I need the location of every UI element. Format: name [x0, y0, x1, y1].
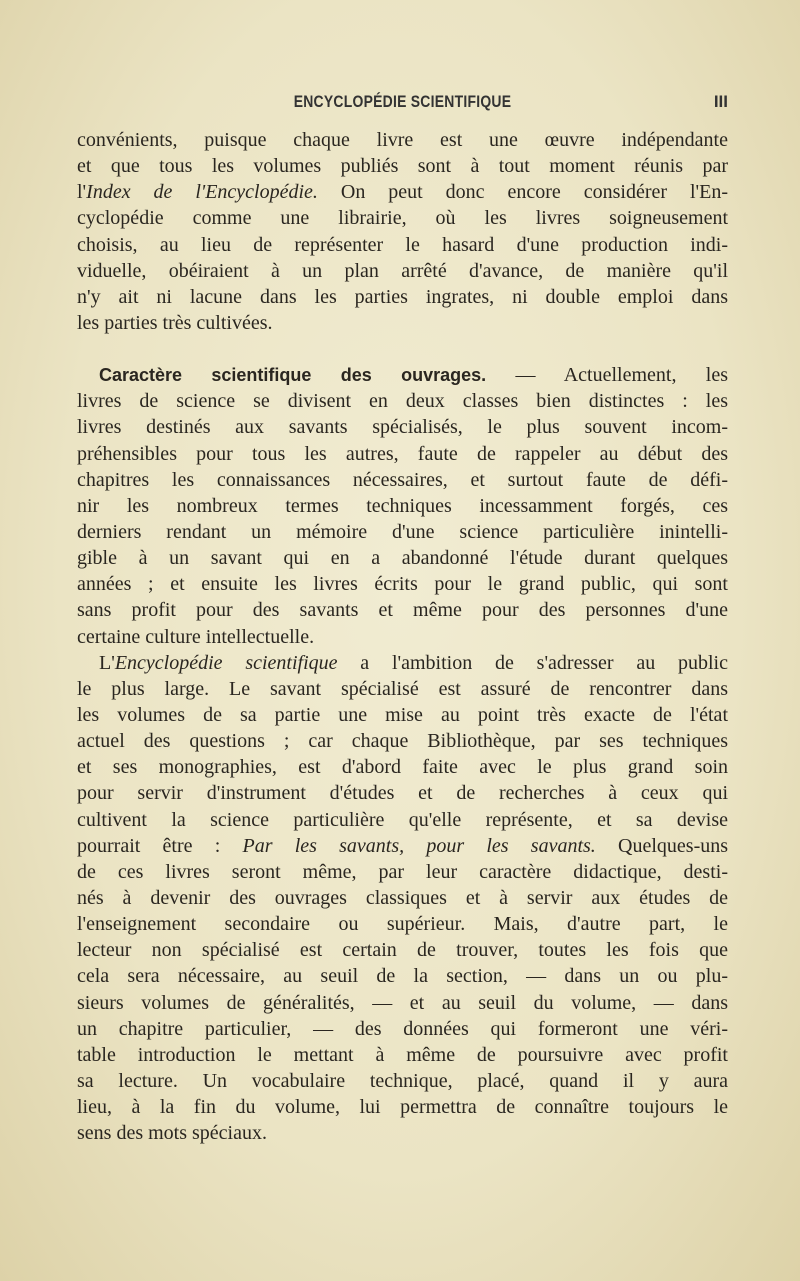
text-span: les volumes de sa partie une mise au point très exacte de l'état	[77, 703, 728, 726]
text-span: pourrait être :	[77, 834, 243, 857]
paragraph-gap	[77, 336, 728, 362]
text-span: livres de science se divisent en deux classes bien distinctes : les	[77, 390, 728, 413]
text-span: a l'ambition de s'adresser au public	[337, 651, 728, 674]
text-span: — Actuellement, les	[486, 364, 728, 387]
text-line	[77, 1016, 728, 1042]
text-line	[77, 859, 728, 885]
text-span: préhensibles pour tous les autres, faute de rappeler au début des	[77, 442, 728, 465]
text-line	[77, 885, 728, 911]
text-span: Quelques-uns	[595, 834, 729, 857]
text-span: On peut donc encore considérer l'En-	[317, 181, 729, 204]
text-line	[77, 807, 728, 833]
page-number: III	[713, 92, 728, 111]
text-span: les parties très cultivées.	[77, 311, 273, 334]
text-line	[77, 1068, 728, 1094]
text-line	[77, 833, 728, 859]
text-span: lecteur non spécialisé est certain de trouver, toutes les fois que	[77, 939, 728, 962]
text-span: lieu, à la fin du volume, lui permettra de connaître toujours le	[77, 1096, 728, 1119]
text-line	[77, 205, 728, 231]
paragraph	[77, 650, 728, 1147]
text-line	[77, 990, 728, 1016]
text-line	[77, 414, 728, 440]
text-span: un chapitre particulier, — des données qui formeront une véri-	[77, 1017, 728, 1040]
text-span: convénients, puisque chaque livre est une œuvre indépendante	[77, 129, 728, 151]
italic-text: Index de l'Encyclopédie.	[86, 181, 318, 204]
text-span: et que tous les volumes publiés sont à tout moment réunis par	[77, 155, 728, 178]
text-line	[77, 937, 728, 963]
text-line	[77, 780, 728, 806]
text-span: de ces livres seront même, par leur caractère didactique, desti-	[77, 860, 728, 883]
text-span: chapitres les connaissances nécessaires, et surtout faute de défi-	[77, 468, 728, 491]
text-line	[77, 728, 728, 754]
text-span: et ses monographies, est d'abord faite avec le plus grand soin	[77, 756, 728, 779]
text-span: sans profit pour des savants et même pour des personnes d'une	[77, 599, 728, 622]
text-line	[77, 597, 728, 623]
text-line	[77, 493, 728, 519]
text-span: viduelle, obéiraient à un plan arrêté d'avance, de manière qu'il	[77, 259, 728, 282]
text-line	[77, 676, 728, 702]
text-span: nés à devenir des ouvrages classiques et à servir aux études de	[77, 886, 728, 909]
text-line	[77, 571, 728, 597]
italic-text: Par les savants, pour les savants.	[242, 834, 596, 857]
text-span: nir les nombreux termes techniques incessamment forgés, ces	[77, 494, 728, 517]
text-span: cela sera nécessaire, au seuil de la section, — dans un ou plu-	[77, 965, 728, 988]
page-header	[77, 92, 728, 118]
section-heading: Caractère scientifique des ouvrages.	[99, 365, 487, 386]
text-line	[77, 362, 728, 388]
text-line	[77, 232, 728, 258]
text-line	[77, 1042, 728, 1068]
text-span: l'enseignement secondaire ou supérieur. Mais, d'autre part, le	[77, 913, 728, 936]
text-span: sieurs volumes de généralités, — et au seuil du volume, — dans	[77, 991, 728, 1014]
text-line	[77, 441, 728, 467]
text-span: sens des mots spéciaux.	[77, 1122, 267, 1145]
text-line	[77, 388, 728, 414]
paragraph	[77, 127, 728, 336]
text-line	[77, 310, 728, 336]
text-span: derniers rendant un mémoire d'une science particulière inintelli-	[77, 520, 728, 543]
running-title: ENCYCLOPÉDIE SCIENTIFIQUE	[293, 92, 512, 111]
text-line	[77, 519, 728, 545]
text-line	[77, 284, 728, 310]
text-span: sa lecture. Un vocabulaire technique, placé, quand il y aura	[77, 1069, 728, 1092]
text-span: L'	[99, 651, 115, 674]
text-span: cyclopédie comme une librairie, où les livres soigneusement	[77, 207, 728, 230]
text-span: pour servir d'instrument d'études et de recherches à ceux qui	[77, 782, 728, 805]
text-line	[77, 153, 728, 179]
text-span: table introduction le mettant à même de poursuivre avec profit	[77, 1043, 728, 1066]
text-span: années ; et ensuite les livres écrits pour le grand public, qui sont	[77, 573, 728, 596]
text-line	[77, 1120, 728, 1146]
text-span: gible à un savant qui en a abandonné l'étude durant quelques	[77, 547, 728, 570]
text-span: n'y ait ni lacune dans les parties ingrates, ni double emploi dans	[77, 285, 728, 308]
italic-text: Encyclopédie scientifique	[114, 651, 338, 674]
text-line	[77, 754, 728, 780]
text-line	[77, 179, 728, 205]
text-span: cultivent la science particulière qu'elle représente, et sa devise	[77, 808, 728, 831]
text-span: le plus large. Le savant spécialisé est assuré de rencontrer dans	[77, 677, 728, 700]
text-span: choisis, au lieu de représenter le hasard d'une production indi-	[77, 233, 728, 256]
text-line	[77, 1094, 728, 1120]
text-span: certaine culture intellectuelle.	[77, 625, 315, 648]
page-body	[77, 127, 728, 1146]
text-span: l'	[77, 181, 87, 204]
text-line	[77, 650, 728, 676]
text-line	[77, 127, 728, 153]
text-line	[77, 258, 728, 284]
text-line	[77, 467, 728, 493]
text-line	[77, 963, 728, 989]
text-span: livres destinés aux savants spécialisés, le plus souvent incom-	[77, 416, 728, 439]
text-span: actuel des questions ; car chaque Bibliothèque, par ses techniques	[77, 730, 728, 753]
text-line	[77, 545, 728, 571]
text-line	[77, 911, 728, 937]
text-line	[77, 624, 728, 650]
text-line	[77, 702, 728, 728]
section-paragraph	[77, 362, 728, 650]
